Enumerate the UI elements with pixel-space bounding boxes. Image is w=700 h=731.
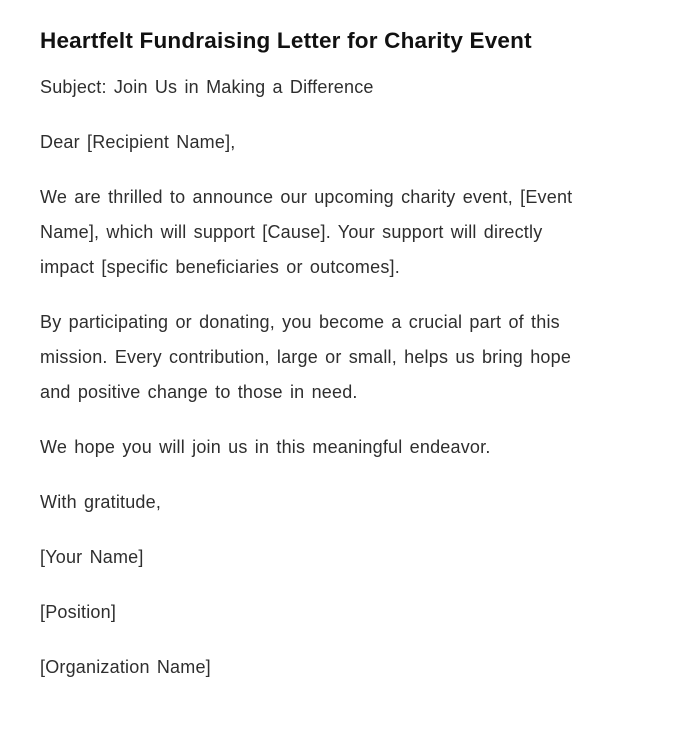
body-paragraph-1 [40, 180, 660, 285]
subject-line: Subject: Join Us in Making a Difference [40, 77, 374, 97]
signature-organization: [Organization Name] [40, 657, 211, 677]
paragraph-line: We hope you will join us in this meaningful endeavor. [40, 437, 491, 457]
salutation: Dear [Recipient Name], [40, 132, 236, 152]
signature-name: [Your Name] [40, 547, 144, 567]
closing-line: With gratitude, [40, 492, 162, 512]
page-title: Heartfelt Fundraising Letter for Charity Event [40, 28, 532, 53]
body-paragraph-3 [40, 430, 660, 465]
paragraph-line: We are thrilled to announce our upcoming charity event, [Event [40, 187, 573, 207]
body-paragraph-2 [40, 305, 660, 410]
paragraph-line: impact [specific beneficiaries or outcomes]. [40, 257, 400, 277]
paragraph-line: and positive change to those in need. [40, 382, 358, 402]
paragraph-line: By participating or donating, you become a crucial part of this [40, 312, 560, 332]
paragraph-line: Name], which will support [Cause]. Your support will directly [40, 222, 543, 242]
paragraph-line: mission. Every contribution, large or small, helps us bring hope [40, 347, 572, 367]
signature-position: [Position] [40, 602, 117, 622]
